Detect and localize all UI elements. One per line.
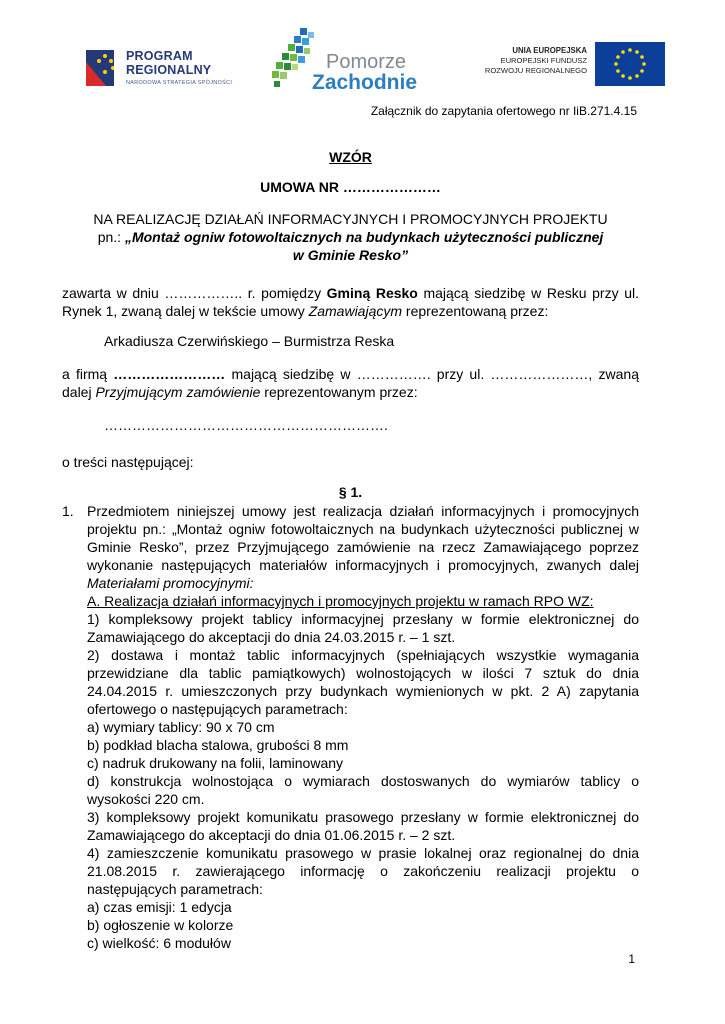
- list-item-number: 1.: [62, 503, 74, 519]
- rpo-subheading: A. Realizacja działań informacyjnych i promocyjnych projektu w ramach RPO WZ:: [87, 593, 594, 609]
- contractor-representative-blank: …………………………………………………….: [104, 417, 388, 433]
- page-number: 1: [628, 952, 635, 966]
- contractor-text-a: a firmą: [62, 366, 114, 382]
- section-1-title: § 1.: [338, 484, 363, 500]
- page-header: [0, 0, 725, 100]
- materialy-promocyjne: Materiałami promocyjnymi:: [87, 575, 254, 591]
- project-name-line1: [62, 228, 639, 246]
- eu-flag-icon: [595, 42, 665, 86]
- eu-fund-logo: [455, 42, 665, 88]
- program-flag-icon: [86, 44, 120, 86]
- item-line: b) ogłoszenie w kolorze: [87, 917, 234, 933]
- pomorze-logo-line2: Zachodnie: [312, 71, 418, 94]
- contractor-paragraph: [62, 365, 639, 401]
- program-logo-line3: NARODOWA STRATEGIA SPÓJNOŚCI: [126, 80, 233, 86]
- eu-logo-line1: UNIA EUROPEJSKA: [512, 46, 587, 55]
- program-logo-line1: PROGRAM: [126, 49, 193, 63]
- list-item: [87, 502, 639, 952]
- parties-paragraph: [62, 284, 639, 320]
- content-intro: o treści następującej:: [62, 454, 194, 470]
- annex-reference: Załącznik do zapytania ofertowego nr IiB.271.4.15: [370, 104, 637, 118]
- document-label-wzor: WZÓR: [329, 149, 372, 165]
- contractor-name-blank: ……………………: [113, 366, 226, 382]
- item-line: c) nadruk drukowany na folii, laminowany: [87, 755, 344, 771]
- pomorze-logo-line1: Pomorze: [326, 51, 407, 73]
- item-line: 2) dostawa i montaż tablic informacyjnych (spełniających wszystkie wymagania przewidziane dla tablic pamiątkowych) wolnostojących w ilości 7 sztuk do dnia 24.04.2015 r. umieszczonych przy budynkach wymienionych w pkt. 2 A) zapytania ofertowego o następujących parametrach:: [87, 647, 639, 717]
- pomorze-zachodnie-logo: [270, 24, 430, 94]
- parties-text-a: zawarta w dniu …………….. r. pomiędzy: [62, 285, 327, 301]
- project-name-prefix: pn.:: [97, 229, 125, 245]
- item-line: a) czas emisji: 1 edycja: [87, 899, 232, 915]
- project-name-text: „Montaż ogniw fotowoltaicznych na budynkach użyteczności publicznej: [124, 229, 604, 245]
- item-line: b) podkład blacha stalowa, grubości 8 mm: [87, 737, 349, 753]
- subject-paragraph: [87, 502, 639, 592]
- subject-text: Przedmiotem niniejszej umowy jest realizacja działań informacyjnych i promocyjnych projektu pn.: „Montaż ogniw fotowoltaicznych na budynkach użyteczności publicznej w Gminie Resko”, przez Przyjmującego zamówienie na rzecz Zamawiającego poprzez wykonanie następujących materiałów informacyjnych i promocyjnych, zwanych dalej: [87, 503, 639, 573]
- item-line: 1) kompleksowy projekt tablicy informacyjnej przesłany w formie elektronicznej do Zamawiającego do akceptacji do dnia 24.03.2015 r. – 1 szt.: [87, 611, 639, 645]
- contractor-text-e: reprezentowanym przez:: [260, 384, 418, 400]
- party-przyjmujacy: Przyjmującym zamówienie: [95, 384, 261, 400]
- eu-logo-line2: EUROPEJSKI FUNDUSZ: [500, 56, 587, 65]
- project-name-line2: w Gminie Resko”: [292, 247, 409, 263]
- parties-text-e: reprezentowaną przez:: [402, 303, 549, 319]
- party-gmina: Gminą Resko: [326, 285, 418, 301]
- contractor-text-c: mającą siedzibę w ……………. przy ul. …………………, zwaną dalej: [62, 366, 639, 400]
- contract-number: UMOWA NR …………………: [260, 179, 441, 195]
- item-line: 3) kompleksowy projekt komunikatu prasowego przesłany w formie elektronicznej do Zamawiającego do akceptacji do dnia 01.06.2015 r. – 2 szt.: [87, 809, 639, 843]
- document-body: [62, 144, 639, 952]
- representative: Arkadiusza Czerwińskiego – Burmistrza Reska: [104, 333, 395, 349]
- program-regionalny-logo: [86, 40, 236, 90]
- contract-title: NA REALIZACJĘ DZIAŁAŃ INFORMACYJNYCH I PROMOCYJNYCH PROJEKTU: [93, 211, 608, 227]
- eu-logo-text: [485, 46, 587, 76]
- item-line: d) konstrukcja wolnostojąca o wymiarach dostoswanych do wymiarów tablicy o wysokości 220 cm.: [87, 773, 639, 807]
- program-logo-line2: REGIONALNY: [126, 63, 212, 77]
- item-line: c) wielkość: 6 modułów: [87, 935, 231, 951]
- party-zamawiajacy: Zamawiającym: [308, 303, 403, 319]
- item-line: 4) zamieszczenie komunikatu prasowego w prasie lokalnej oraz regionalnej do dnia 21.08.2015 r. zawierającego informację o zakończeniu realizacji projektu o następujących parametrach:: [87, 845, 639, 897]
- eu-logo-line3: ROZWOJU REGIONALNEGO: [484, 66, 587, 75]
- item-line: a) wymiary tablicy: 90 x 70 cm: [87, 719, 275, 735]
- section-1-list: [62, 502, 639, 952]
- parties-text-c: mającą siedzibę w Resku przy ul. Rynek 1, zwaną dalej w tekście umowy: [62, 285, 639, 319]
